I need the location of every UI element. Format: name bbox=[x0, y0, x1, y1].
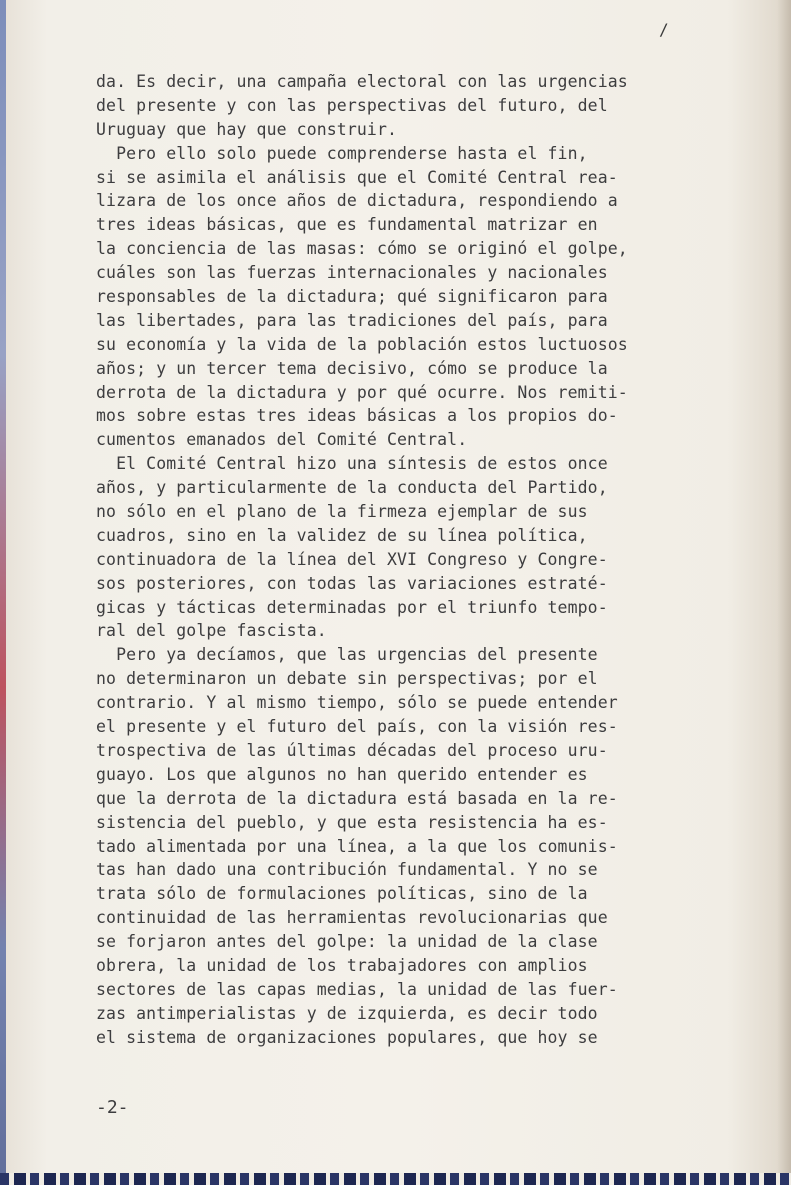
text-line: trospectiva de las últimas décadas del proceso uru- bbox=[96, 740, 608, 760]
text-line: da. Es decir, una campaña electoral con las urgencias bbox=[96, 72, 628, 91]
text-line: sectores de las capas medias, la unidad de las fuer- bbox=[96, 979, 618, 999]
text-line: cumentos emanados del Comité Central. bbox=[96, 430, 468, 450]
text-line: continuidad de las herramientas revolucionarias que bbox=[96, 908, 608, 928]
text-line: contrario. Y al mismo tiempo, sólo se puede entender bbox=[96, 693, 618, 713]
text-line: obrera, la unidad de los trabajadores con amplios bbox=[96, 955, 588, 975]
text-line: Uruguay que hay que construir. bbox=[96, 119, 398, 139]
text-line: la conciencia de las masas: cómo se originó el golpe, bbox=[96, 239, 628, 259]
text-line: se forjaron antes del golpe: la unidad de la clase bbox=[96, 932, 598, 952]
text-line: trata sólo de formulaciones políticas, sino de la bbox=[96, 884, 588, 904]
text-line: continuadora de la línea del XVI Congreso y Congre- bbox=[96, 549, 608, 569]
text-line: Pero ello solo puede comprenderse hasta el fin, bbox=[96, 143, 588, 163]
text-line: años, y particularmente de la conducta del Partido, bbox=[96, 478, 608, 498]
text-line: no determinaron un debate sin perspectivas; por el bbox=[96, 669, 598, 689]
text-line: tado alimentada por una línea, a la que los comunis- bbox=[96, 836, 618, 856]
corner-mark: / bbox=[659, 20, 669, 39]
text-line: el sistema de organizaciones populares, que hoy se bbox=[96, 1027, 598, 1047]
text-line: derrota de la dictadura y por qué ocurre. Nos remiti- bbox=[96, 382, 628, 402]
text-line: gicas y tácticas determinadas por el triunfo tempo- bbox=[96, 597, 608, 617]
text-line: que la derrota de la dictadura está basada en la re- bbox=[96, 788, 618, 808]
text-line: zas antimperialistas y de izquierda, es decir todo bbox=[96, 1003, 598, 1023]
text-line: ral del golpe fascista. bbox=[96, 621, 327, 641]
text-line: del presente y con las perspectivas del futuro, del bbox=[96, 95, 608, 115]
text-line: Pero ya decíamos, que las urgencias del presente bbox=[96, 645, 598, 665]
paragraph bbox=[96, 643, 756, 1049]
text-line: El Comité Central hizo una síntesis de estos once bbox=[96, 454, 608, 474]
text-line: sistencia del pueblo, y que esta resistencia ha es- bbox=[96, 812, 608, 832]
paragraph bbox=[96, 70, 756, 142]
body-text bbox=[96, 70, 756, 1050]
text-line: años; y un tercer tema decisivo, cómo se produce la bbox=[96, 358, 608, 378]
page-shadow-right bbox=[777, 0, 791, 1185]
text-line: las libertades, para las tradiciones del país, para bbox=[96, 310, 608, 330]
text-line: el presente y el futuro del país, con la visión res- bbox=[96, 717, 618, 737]
cover-edge-left bbox=[0, 0, 6, 1185]
page-number: -2- bbox=[96, 1097, 129, 1118]
text-line: no sólo en el plano de la firmeza ejemplar de sus bbox=[96, 502, 588, 522]
text-line: tas han dado una contribución fundamental. Y no se bbox=[96, 860, 598, 880]
text-line: responsables de la dictadura; qué significaron para bbox=[96, 287, 608, 307]
text-line: tres ideas básicas, que es fundamental matrizar en bbox=[96, 215, 598, 235]
paragraph bbox=[96, 142, 756, 453]
text-line: cuadros, sino en la validez de su línea política, bbox=[96, 525, 588, 545]
text-line: si se asimila el análisis que el Comité Central rea- bbox=[96, 167, 618, 187]
text-line: mos sobre estas tres ideas básicas a los propios do- bbox=[96, 406, 618, 426]
text-line: guayo. Los que algunos no han querido entender es bbox=[96, 764, 588, 784]
text-line: su economía y la vida de la población estos luctuosos bbox=[96, 334, 628, 354]
text-line: lizara de los once años de dictadura, respondiendo a bbox=[96, 191, 618, 211]
cover-edge-bottom bbox=[0, 1173, 791, 1185]
text-line: sos posteriores, con todas las variaciones estraté- bbox=[96, 573, 608, 593]
text-line: cuáles son las fuerzas internacionales y nacionales bbox=[96, 263, 608, 283]
paragraph bbox=[96, 452, 756, 643]
